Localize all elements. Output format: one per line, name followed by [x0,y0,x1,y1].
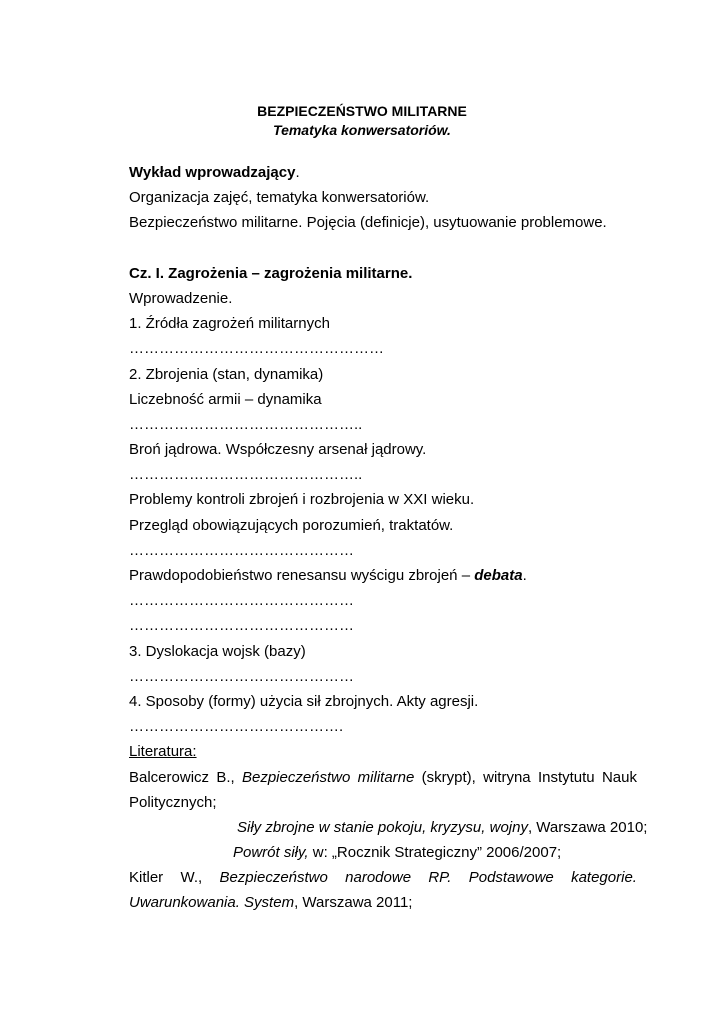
entry1-title-word-2: militarne [357,768,415,786]
part1-control: Problemy kontroli zbrojeń i rozbrojenia w XXI wieku. [129,491,475,509]
literature-label: Literatura: [129,743,197,761]
entry1-word-3: Instytutu [537,768,595,786]
part1-intro: Wprowadzenie. [129,289,233,307]
entry1-author: Balcerowicz [129,768,210,786]
entry1-word-2: witryna [483,768,531,786]
intro-heading-suffix: . [295,164,300,181]
entry1-title-word-1: Bezpieczeństwo [241,768,351,786]
document-subtitle: Tematyka konwersatoriów. [273,122,451,138]
part1-item-3: 3. Dyslokacja wojsk (bazy) [129,642,306,660]
intro-heading: Wykład wprowadzający [129,164,296,181]
entry1-word-4: Nauk [601,768,637,786]
intro-line-1: Organizacja zajęć, tematyka konwersatoriów. [129,189,430,207]
part1-item-4: 4. Sposoby (formy) użycia sił zbrojnych. Akty agresji. [129,692,479,710]
part1-item-1: 1. Źródła zagrożeń militarnych [129,315,330,333]
part1-item-2-sub: Liczebność armii – dynamika [129,390,322,408]
intro-heading-line [129,160,637,185]
document-body [129,160,648,916]
renaissance-text: Prawdopodobieństwo renesansu wyścigu zbrojeń – [129,567,475,584]
spacer [129,236,637,261]
dotted-placeholder-7: ……………………………………… [129,667,354,685]
entry4-author: Kitler [129,869,164,887]
part1-nuclear: Broń jądrowa. Współczesny arsenał jądrowy. [129,441,427,459]
entry4-title-word-2: narodowe [345,869,412,887]
dotted-placeholder-6: ……………………………………… [129,617,354,635]
dotted-placeholder-3: ……………………………………….. [129,466,363,484]
part1-item-2: 2. Zbrojenia (stan, dynamika) [129,365,324,383]
entry3-title: Powrót siły, [233,844,309,862]
entry4-title-word-5: kategorie. [571,869,637,887]
entry4-title-word-4: Podstawowe [468,869,554,887]
literature-entry-1-cont: Politycznych; [129,793,217,811]
literature-entry-4-cont [129,890,637,915]
part1-heading: Cz. I. Zagrożenia – zagrożenia militarne. [129,264,413,282]
literature-entry-1 [129,765,637,790]
dotted-placeholder-1: …………………………………………… [129,340,384,358]
entry4-title-word-1: Bezpieczeństwo [219,869,328,887]
entry4-title-word-3: RP. [428,869,452,887]
literature-entry-2 [129,815,648,840]
intro-line-2: Bezpieczeństwo militarne. Pojęcia (definicje), usytuowanie problemowe. [129,214,607,232]
dotted-placeholder-8: ……………………………………. [129,718,344,736]
renaissance-debate: debata [474,567,523,584]
literature-entry-3 [129,840,637,865]
entry3-rest: w: „Rocznik Strategiczny” 2006/2007; [308,844,562,862]
renaissance-period: . [522,567,527,584]
document-title: BEZPIECZEŃSTWO MILITARNE [257,103,467,119]
part1-review: Przegląd obowiązujących porozumień, traktatów. [129,516,454,534]
entry4-initial: W., [180,869,203,887]
entry1-initial: B., [216,768,235,786]
dotted-placeholder-5: ……………………………………… [129,592,354,610]
entry1-word-1: (skrypt), [421,768,476,786]
dotted-placeholder-2: ……………………………………….. [129,415,363,433]
entry2-rest: , Warszawa 2010; [527,818,648,836]
entry2-title: Siły zbrojne w stanie pokoju, kryzysu, wojny [237,818,528,836]
part1-renaissance [129,563,637,588]
dotted-placeholder-4: ……………………………………… [129,541,354,559]
entry4-rest: , Warszawa 2011; [294,894,413,912]
literature-entry-4 [129,865,637,890]
entry4-subtitle: Uwarunkowania. System [129,894,295,912]
